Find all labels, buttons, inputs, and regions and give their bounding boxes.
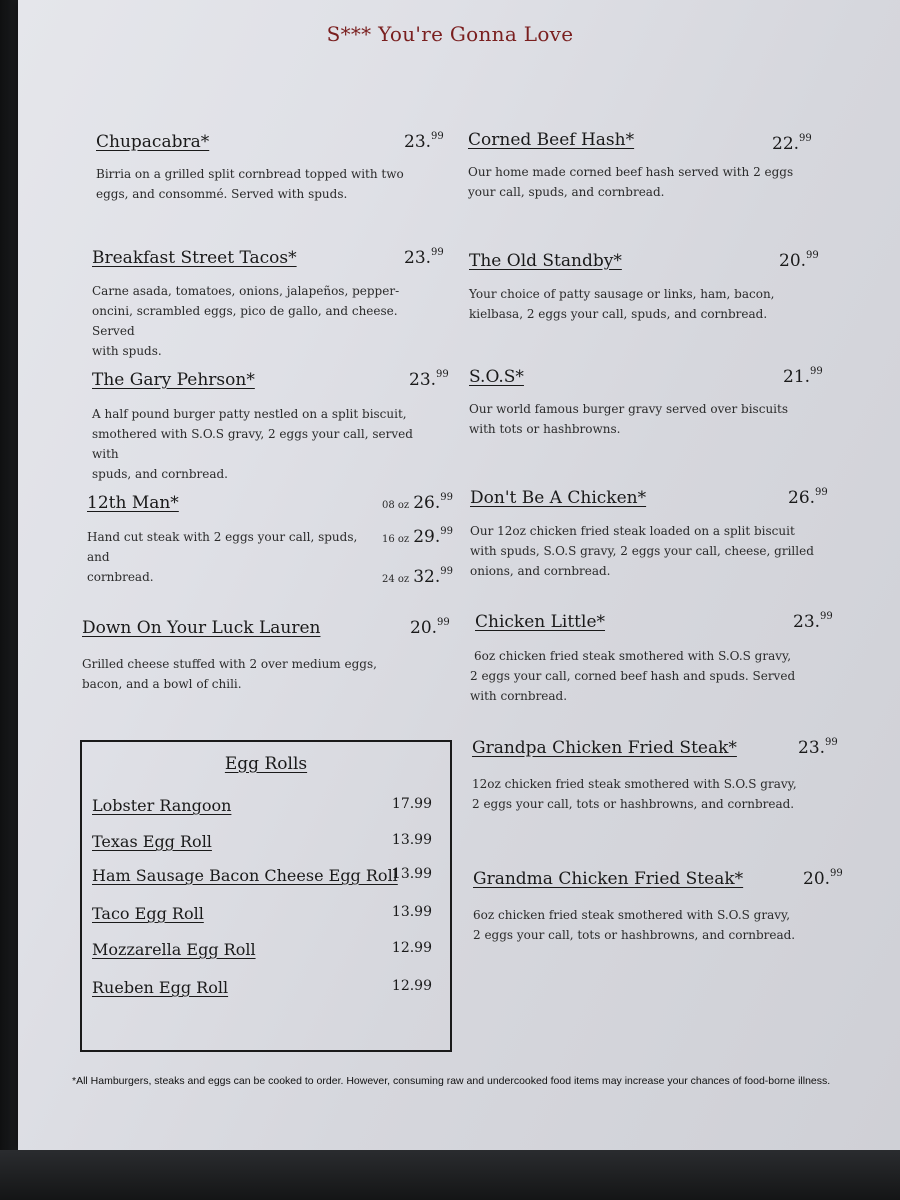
- item-price-24oz: 24 oz 32.99: [382, 566, 453, 587]
- item-name: Don't Be A Chicken*: [470, 488, 647, 508]
- item-price: 23.99: [793, 611, 833, 632]
- item-price: 23.99: [404, 131, 444, 152]
- menu-binder-bottom: [0, 1150, 900, 1200]
- egg-rolls-title: Egg Rolls: [224, 754, 308, 774]
- item-price: 26.99: [788, 487, 828, 508]
- item-name: Chicken Little*: [475, 612, 606, 632]
- item-description: 6oz chicken fried steak smothered with S.O.S gravy, 2 eggs your call, tots or hashbrowns, and cornbread.: [473, 908, 796, 942]
- item-description: Carne asada, tomatoes, onions, jalapeños, pepper- oncini, scrambled eggs, pico de gallo, and cheese. Served with spuds.: [92, 284, 400, 358]
- item-description: Hand cut steak with 2 eggs your call, spuds, and cornbread.: [87, 530, 358, 584]
- item-description: A half pound burger patty nestled on a split biscuit, smothered with S.O.S gravy, 2 eggs your call, served with spuds, and cornbread.: [92, 407, 413, 481]
- item-name: 12th Man*: [87, 493, 179, 513]
- item-name: Grandpa Chicken Fried Steak*: [472, 738, 737, 758]
- egg-roll-name: Taco Egg Roll: [92, 904, 204, 923]
- item-name: The Old Standby*: [469, 251, 622, 271]
- egg-roll-price: 13.99: [391, 904, 432, 920]
- egg-roll-price: 13.99: [391, 866, 432, 882]
- egg-roll-item: [92, 904, 432, 928]
- item-description: 12oz chicken fried steak smothered with S.O.S gravy, 2 eggs your call, tots or hashbrowns, and cornbread.: [472, 777, 797, 811]
- egg-rolls-section: [80, 740, 452, 1052]
- egg-roll-name: Mozzarella Egg Roll: [92, 940, 256, 959]
- item-name: The Gary Pehrson*: [92, 370, 255, 390]
- item-price: 20.99: [803, 868, 843, 889]
- egg-roll-price: 12.99: [391, 978, 432, 994]
- item-description: Our 12oz chicken fried steak loaded on a split biscuit with spuds, S.O.S gravy, 2 eggs your call, cheese, grilled onions, and cornbread.: [470, 524, 814, 578]
- egg-roll-item: [92, 796, 432, 820]
- footnote-disclaimer: *All Hamburgers, steaks and eggs can be cooked to order. However, consuming raw and undercooked food items may increase your chances of food-borne illness.: [72, 1075, 831, 1087]
- egg-roll-price: 13.99: [391, 832, 432, 848]
- item-price-16oz: 16 oz 29.99: [382, 526, 453, 547]
- item-name: S.O.S*: [469, 367, 524, 387]
- item-price: 20.99: [779, 250, 819, 271]
- item-price-08oz: 08 oz 26.99: [382, 492, 453, 513]
- item-name: Corned Beef Hash*: [468, 130, 635, 150]
- item-price: 21.99: [783, 366, 823, 387]
- menu-title: S*** You're Gonna Love: [326, 22, 574, 46]
- egg-roll-price: 12.99: [391, 940, 432, 956]
- egg-roll-name: Texas Egg Roll: [92, 832, 212, 851]
- item-price: 23.99: [409, 369, 449, 390]
- egg-roll-item: [92, 866, 432, 890]
- item-description: Our home made corned beef hash served with 2 eggs your call, spuds, and cornbread.: [468, 165, 794, 199]
- item-name: Chupacabra*: [96, 132, 210, 152]
- item-price: 23.99: [798, 737, 838, 758]
- item-description: Your choice of patty sausage or links, ham, bacon, kielbasa, 2 eggs your call, spuds, and cornbread.: [469, 287, 775, 321]
- egg-roll-item: [92, 978, 432, 1002]
- item-description: Grilled cheese stuffed with 2 over medium eggs, bacon, and a bowl of chili.: [82, 657, 377, 691]
- item-price: 20.99: [410, 617, 450, 638]
- item-price: 23.99: [404, 247, 444, 268]
- item-name: Grandma Chicken Fried Steak*: [473, 869, 744, 889]
- egg-roll-price: 17.99: [391, 796, 432, 812]
- egg-roll-name: Ham Sausage Bacon Cheese Egg Roll: [92, 866, 398, 885]
- item-price: 22.99: [772, 133, 812, 154]
- egg-roll-item: [92, 940, 432, 964]
- item-description: 6oz chicken fried steak smothered with S.O.S gravy, 2 eggs your call, corned beef hash and spuds. Served with cornbread.: [470, 649, 796, 703]
- item-name: Breakfast Street Tacos*: [92, 248, 297, 268]
- item-description: Our world famous burger gravy served over biscuits with tots or hashbrowns.: [469, 402, 788, 436]
- item-name: Down On Your Luck Lauren: [82, 618, 321, 638]
- egg-roll-name: Rueben Egg Roll: [92, 978, 229, 997]
- item-description: Birria on a grilled split cornbread topped with two eggs, and consommé. Served with spuds.: [96, 167, 404, 201]
- egg-roll-item: [92, 832, 432, 856]
- egg-roll-name: Lobster Rangoon: [92, 796, 232, 815]
